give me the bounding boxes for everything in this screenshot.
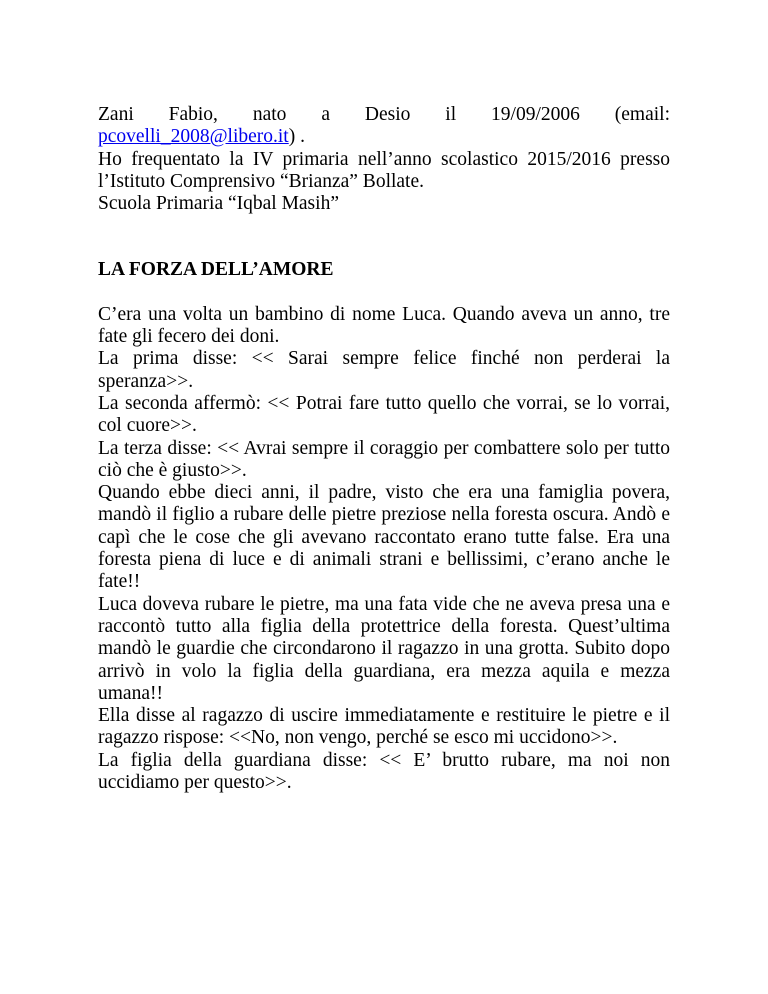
- story-paragraph: C’era una volta un bambino di nome Luca. Quando aveva un anno, tre fate gli fecero dei doni.: [98, 303, 670, 348]
- school-name: Scuola Primaria “Iqbal Masih”: [98, 193, 339, 215]
- story-paragraph: Quando ebbe dieci anni, il padre, visto che era una famiglia povera, mandò il figlio a rubare delle pietre preziose nella foresta oscura. Andò e capì che le cose che gli avevano raccontato erano tutte false. Era una foresta piena di luce e di animali strani e bellissimi, c’erano anche le fate!!: [98, 482, 670, 593]
- story-paragraph: La terza disse: << Avrai sempre il coraggio per combattere solo per tutto ciò che è giusto>>.: [98, 437, 670, 481]
- story-paragraph: La prima disse: << Sarai sempre felice finché non perderai la speranza>>.: [98, 348, 670, 392]
- story-title: LA FORZA DELL’AMORE: [98, 259, 334, 281]
- school-line: Ho frequentato la IV primaria nell’anno scolastico 2015/2016 presso l’Istituto Comprensivo “Brianza” Bollate.: [98, 148, 670, 192]
- email-line: [98, 126, 670, 148]
- story-paragraph: Ella disse al ragazzo di uscire immediatamente e restituire le pietre e il ragazzo rispose: <<No, non vengo, perché se esco mi uccidono>>.: [98, 705, 670, 749]
- story-paragraph: La seconda affermò: << Potrai fare tutto quello che vorrai, se lo vorrai, col cuore>>.: [98, 392, 670, 437]
- email-link[interactable]: pcovelli_2008@libero.it: [98, 126, 289, 148]
- story-paragraph: Luca doveva rubare le pietre, ma una fata vide che ne aveva presa una e raccontò tutto alla figlia della protettrice della foresta. Quest’ultima mandò le guardie che circondarono il ragazzo in una grotta. Subito dopo arrivò in volo la figlia della guardiana, era mezza aquila e mezza umana!!: [98, 593, 670, 704]
- email-suffix: ) .: [288, 126, 305, 148]
- author-line: Zani Fabio, nato a Desio il 19/09/2006 (email:: [98, 104, 670, 125]
- document-page: [98, 104, 670, 794]
- story-paragraph: La figlia della guardiana disse: << E’ brutto rubare, ma noi non uccidiamo per questo>>.: [98, 749, 670, 794]
